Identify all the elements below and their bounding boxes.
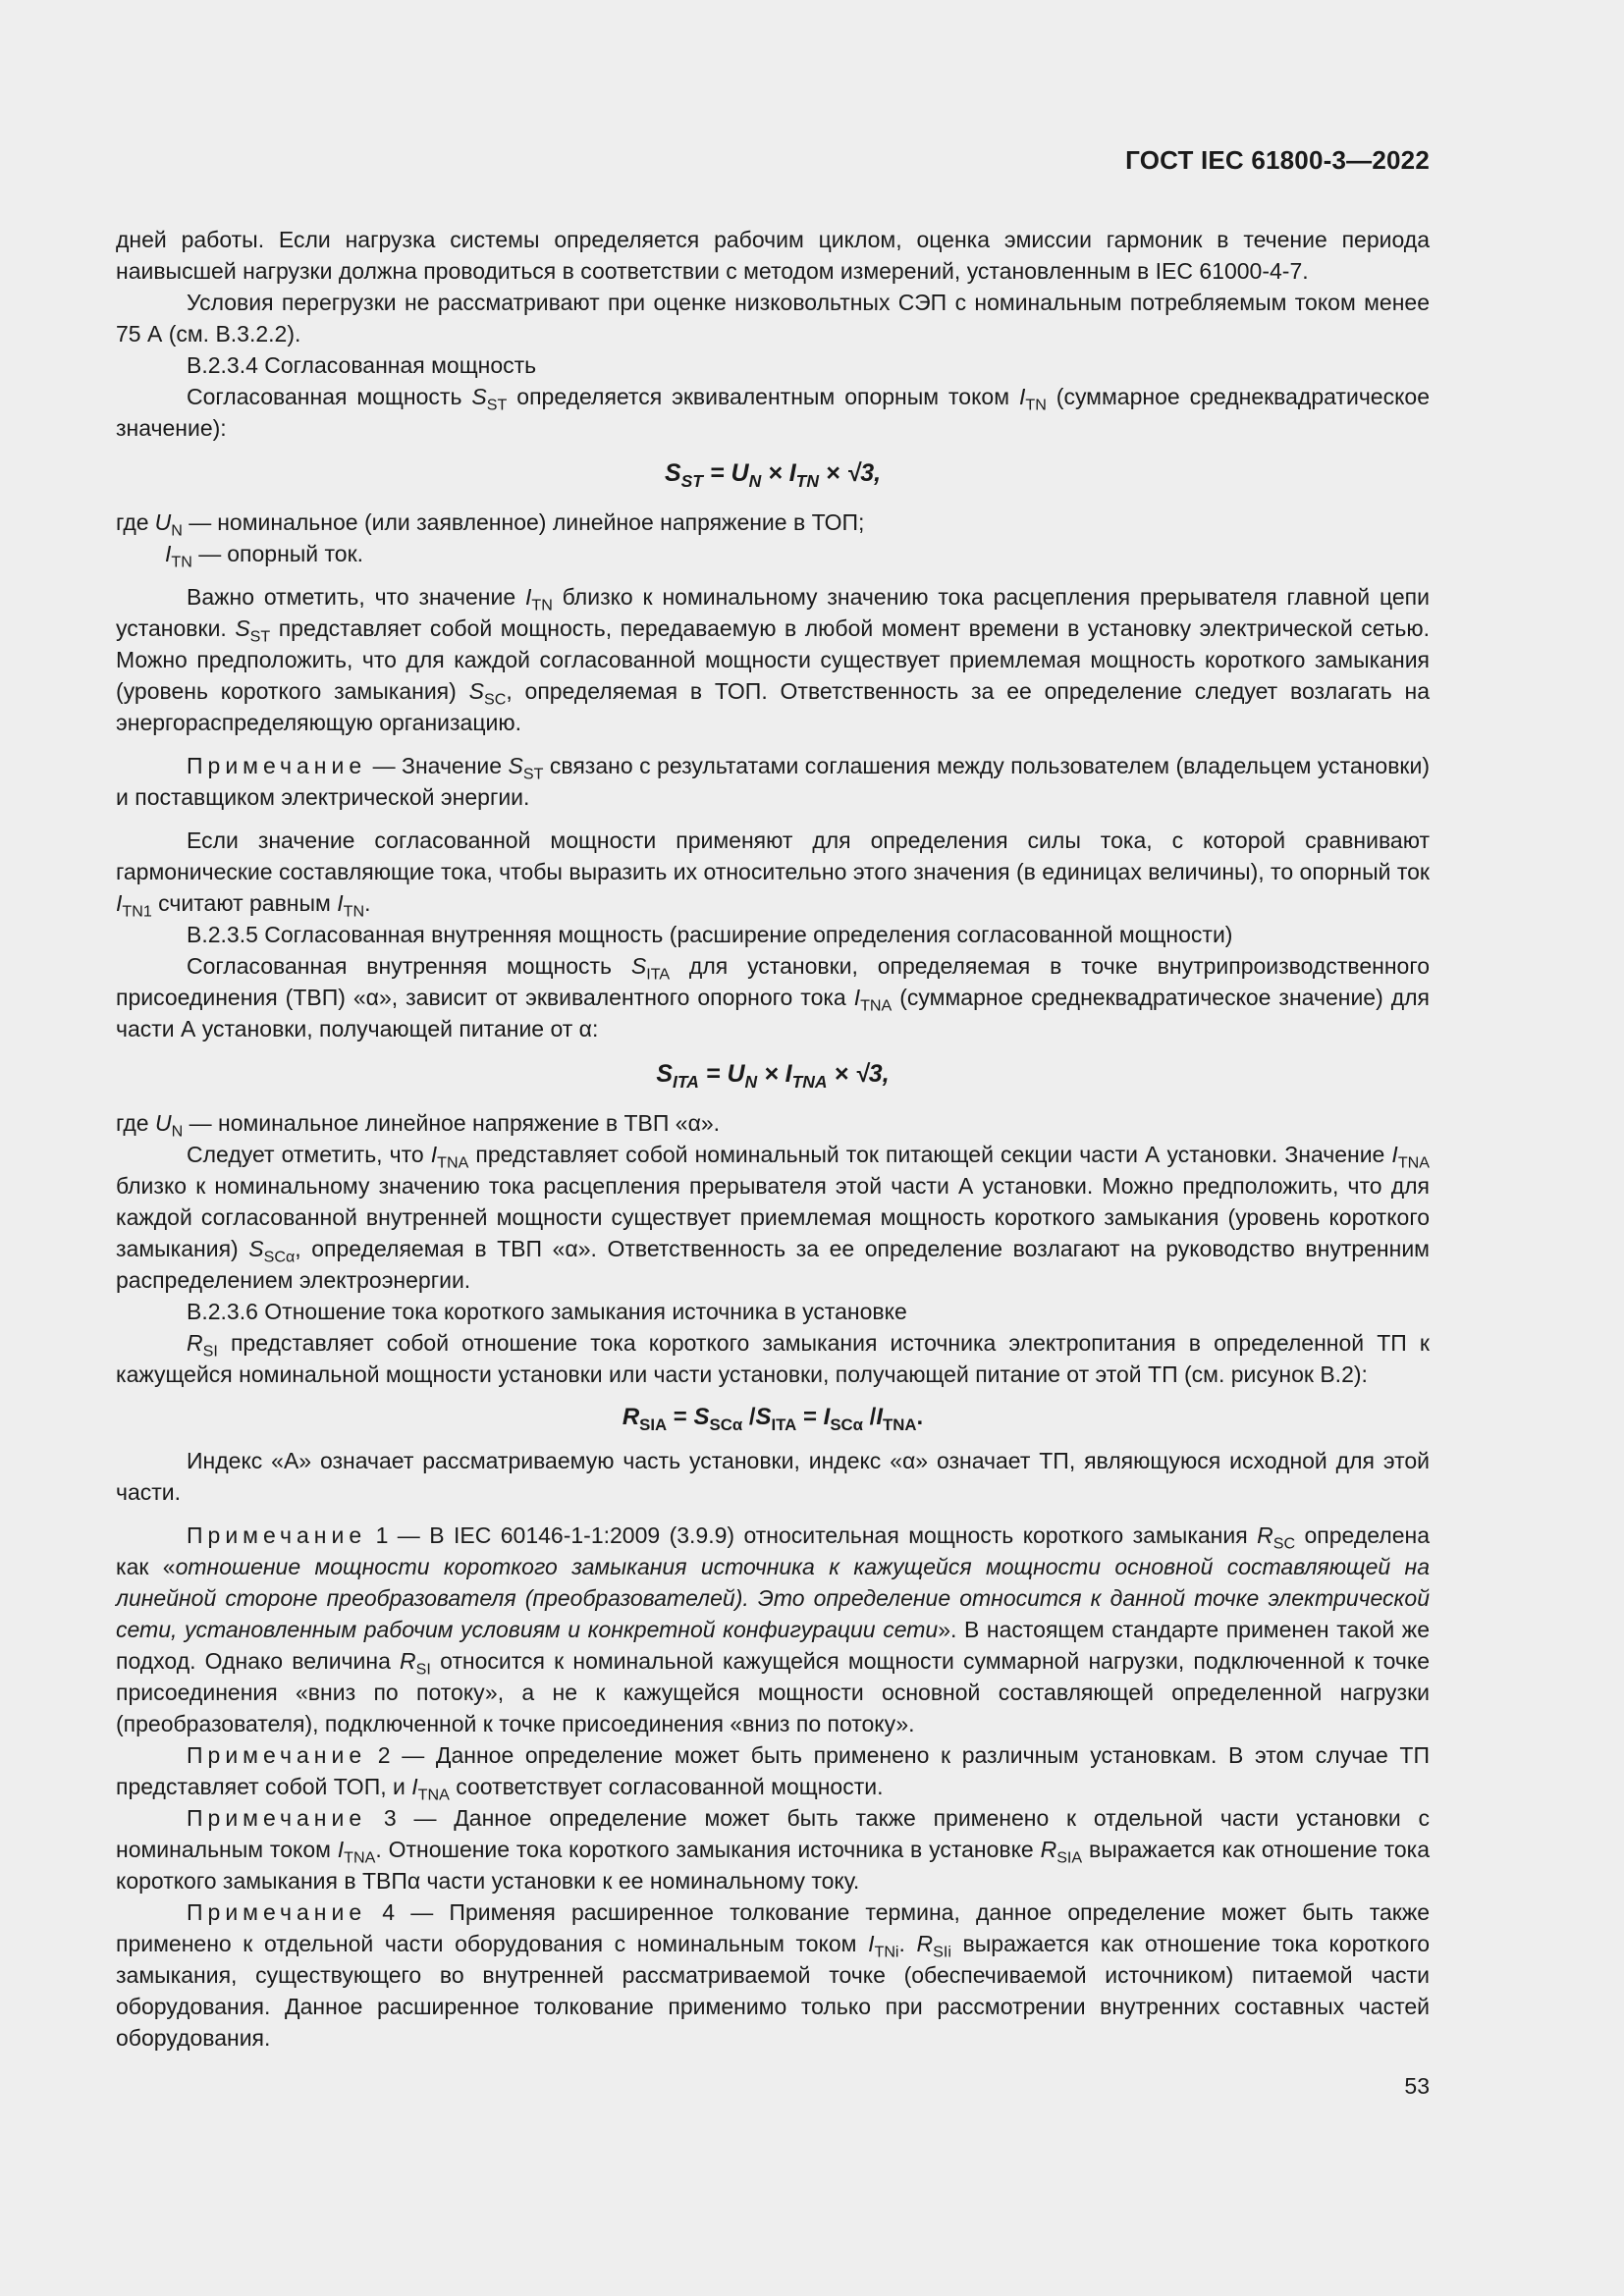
note: Примечание 1 — В IEC 60146-1-1:2009 (3.9.9) относительная мощность короткого замыкания $R_{SC}$ определена как «отношение мощности короткого замыкания источника к кажущейся мощности основной составляющей на линейной стороне преобразователя (преобразователей). Это определение относится к данной точке электрической сети, установленным рабочим условиям и конкретной конфигурации сети». В настоящем стандарте применен такой же подход. Однако величина $R_{SI}$ относится к номинальной кажущейся мощности суммарной нагрузки, подключенной к точке присоединения «вниз по потоку», а не к кажущейся мощности основной составляющей определенной нагрузки (преобразователя), подключенной к точке присоединения «вниз по потоку». — [116, 1522, 1430, 1736]
paragraph: $R_{SI}$ представляет собой отношение тока короткого замыкания источника электропитания в определенной ТП к кажущейся номинальной мощности установки или части установки, получающей питание от этой ТП (см. рисунок В.2): — [116, 1330, 1430, 1387]
paragraph: Условия перегрузки не рассматривают при оценке низковольтных СЭП с номинальным потребляемым током менее 75 А (см. В.3.2.2). — [116, 290, 1430, 347]
where-clause: где $U_N$ — номинальное (или заявленное) линейное напряжение в ТОП; — [116, 509, 865, 540]
paragraph: дней работы. Если нагрузка системы определяется рабочим циклом, оценка эмиссии гармоник в течение периода наивысшей нагрузки должна проводиться в соответствии с методом измерений, установленным в IEC 61000-4-7. — [116, 227, 1430, 284]
where-clause: $I_{TN}$ — опорный ток. — [165, 541, 364, 571]
formula: $S_{ITA} = U_N \times I_{TNA} \times √3$, — [656, 1060, 890, 1092]
section-heading: В.2.3.4 Согласованная мощность — [187, 352, 537, 378]
document-header: ГОСТ IEC 61800-3—2022 — [1125, 145, 1430, 175]
where-clause: где $U_N$ — номинальное линейное напряжение в ТВП «α». — [116, 1110, 721, 1141]
paragraph: Если значение согласованной мощности применяют для определения силы тока, с которой сравнивают гармонические составляющие тока, чтобы выразить их относительно этого значения (в единицах величины), то опорный ток $I_{TN1}$ считают равным $I_{TN}$. — [116, 828, 1430, 921]
section-heading: В.2.3.5 Согласованная внутренняя мощность (расширение определения согласованной мощности) — [187, 922, 1233, 947]
paragraph: Согласованная мощность $S_{ST}$ определяется эквивалентным опорным током $I_{TN}$ (суммарное среднеквадратическое значение): — [116, 384, 1430, 441]
paragraph: Важно отметить, что значение $I_{TN}$ близко к номинальному значению тока расцепления прерывателя главной цепи установки. $S_{ST}$ представляет собой мощность, передаваемую в любой момент времени в установку электрической сетью. Можно предположить, что для каждой согласованной мощности существует приемлемая мощность короткого замыкания (уровень короткого замыкания) $S_{SC}$, определяемая в ТОП. Ответственность за ее определение следует возлагать на энергораспределяющую организацию. — [116, 584, 1430, 735]
note: Примечание 2 — Данное определение может быть применено к различным установкам. В этом случае ТП представляет собой ТОП, и $I_{TNA}$ соответствует согласованной мощности. — [116, 1742, 1430, 1804]
note: Примечание — Значение $S_{ST}$ связано с результатами соглашения между пользователем (владельцем установки) и поставщиком электрической энергии. — [116, 753, 1430, 810]
paragraph: Следует отметить, что $I_{TNA}$ представляет собой номинальный ток питающей секции части А установки. Значение $I_{TNA}$ близко к номинальному значению тока расцепления прерывателя этой части А установки. Можно предположить, что для каждой согласованной внутренней мощности существует приемлемая мощность короткого замыкания (уровень короткого замыкания) $S_{SC\alpha}$, определяемая в ТВП «α». Ответственность за ее определение возлагают на руководство внутренним распределением электроэнергии. — [116, 1142, 1430, 1293]
document-body — [116, 224, 1430, 2054]
note: Примечание 3 — Данное определение может быть также применено к отдельной части установки с номинальным током $I_{TNA}$. Отношение тока короткого замыкания источника в установке $R_{SIA}$ выражается как отношение тока короткого замыкания в ТВПα части установки к ее номинальному току. — [116, 1805, 1430, 1894]
formula: $S_{ST} = U_N \times I_{TN} \times √3$, — [664, 459, 882, 491]
note: Примечание 4 — Применяя расширенное толкование термина, данное определение может быть также применено к отдельной части оборудования с номинальным током $I_{TNi}$. $R_{SIi}$ выражается как отношение тока короткого замыкания, существующего во внутренней рассматриваемой точке (обеспечиваемой источником) питаемой части оборудования. Данное расширенное толкование применимо только при рассмотрении внутренних составных частей оборудования. — [116, 1899, 1430, 2051]
section-heading: В.2.3.6 Отношение тока короткого замыкания источника в установке — [187, 1299, 907, 1324]
formula: $R_{SIA} = S_{SC\alpha}$ $/S_{ITA} = I_{SC\alpha}$ $/I_{TNA}$. — [622, 1404, 924, 1434]
paragraph: Индекс «А» означает рассматриваемую часть установки, индекс «α» означает ТП, являющуюся исходной для этой части. — [116, 1448, 1430, 1505]
paragraph: Согласованная внутренняя мощность $S_{ITA}$ для установки, определяемая в точке внутрипроизводственного присоединения (ТВП) «α», зависит от эквивалентного опорного тока $I_{TNA}$ (суммарное среднеквадратическое значение) для части А установки, получающей питание от α: — [116, 953, 1431, 1041]
page-number: 53 — [1404, 2073, 1430, 2099]
